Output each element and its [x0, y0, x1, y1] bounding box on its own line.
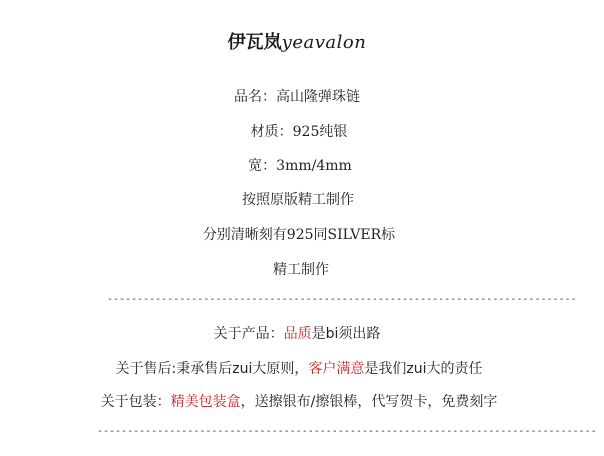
about-product-prefix: 关于产品： — [213, 326, 284, 342]
material-line: 材质：925纯银 — [250, 124, 348, 140]
brand-logo — [0, 28, 594, 54]
about-packaging-highlight: 精美包装盒 — [170, 394, 241, 410]
width-line: 宽：3mm/4mm — [248, 158, 352, 174]
about-service-prefix: 关于售后:秉承售后zui大原则， — [115, 361, 309, 377]
dashed-divider-top: ------------------------------------------------------------------------------ — [107, 294, 577, 305]
dashed-divider-bottom: ----------------------------------------------------------------------------------- — [97, 426, 597, 437]
craft-line: 按照原版精工制作 — [242, 192, 354, 208]
stamp-line: 分别清晰刻有925同SILVER标 — [202, 227, 396, 243]
about-service-line — [2, 360, 596, 378]
about-product-highlight: 品质 — [283, 326, 312, 342]
about-packaging-prefix: 关于包装： — [100, 394, 171, 410]
about-product-suffix: 是bi须出路 — [311, 326, 381, 342]
brand-name-latin: yeavalon — [281, 32, 367, 53]
about-product-line — [0, 325, 594, 343]
about-service-suffix: 是我们zui大的责任 — [364, 361, 483, 377]
about-packaging-line — [2, 393, 596, 411]
about-packaging-suffix: ，送擦银布/擦银棒，代写贺卡，免费刻字 — [240, 394, 498, 410]
brand-name-chinese: 伊瓦岚 — [227, 32, 282, 53]
finish-line: 精工制作 — [273, 262, 329, 278]
product-name-line: 品名：高山隆弹珠链 — [234, 89, 360, 105]
about-service-highlight: 客户满意 — [308, 361, 365, 377]
